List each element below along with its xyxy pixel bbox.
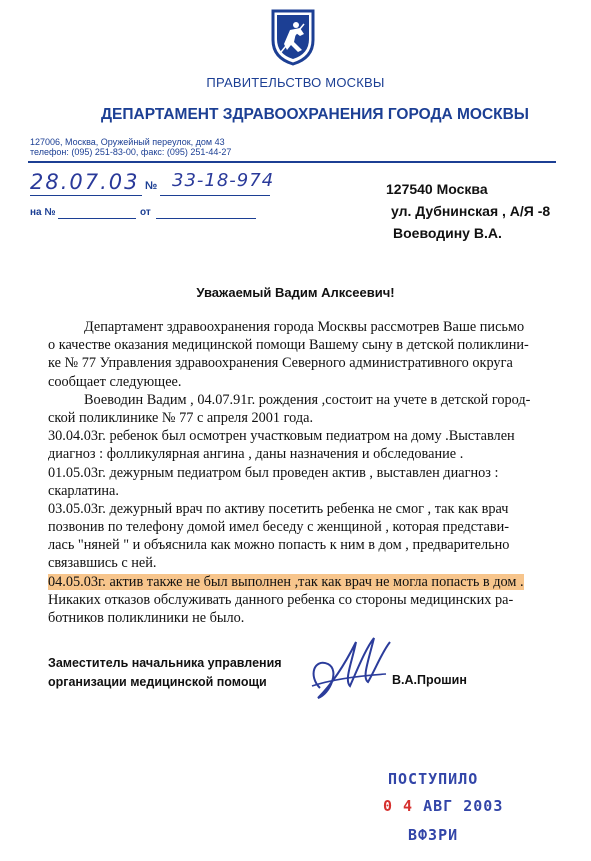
recipient-address [386,178,550,244]
reply-date-line [156,218,256,219]
letterhead-divider [28,161,556,163]
reply-date-label: от [140,207,151,218]
body-line: о качестве оказания медицинской помощи Вашему сыну в детской поликлини- [48,337,529,354]
body-line: ботников поликлиники не было. [48,610,245,626]
signatory-title-line: организации медицинской помощи [48,675,267,689]
moscow-coat-of-arms-icon [270,8,316,66]
body-line: позвонив по телефону домой имел беседу с женщиной , которая представи- [48,519,510,536]
highlighted-body-line [48,573,563,591]
recipient-city: 127540 Москва [386,181,488,197]
body-line: ской поликлинике № 77 с апреля 2001 года. [48,409,314,426]
signatory-name: В.А.Прошин [392,673,467,687]
received-stamp-month-year: АВГ 2003 [423,797,504,815]
phone-fax-line: телефон: (095) 251-83-00, факс: (095) 251-44-27 [30,147,232,157]
letter-body [48,318,563,627]
body-line: 03.05.03г. дежурный врач по активу посетить ребенка не смог , так как врач [48,500,509,517]
government-title: ПРАВИТЕЛЬСТВО МОСКВЫ [206,75,385,90]
body-line: Департамент здравоохранения города Москвы рассмотрев Ваше письмо [84,319,525,335]
recipient-name: Воеводину В.А. [393,225,502,241]
address-line: 127006, Москва, Оружейный переулок, дом 43 [30,137,225,147]
number-underline [160,195,270,196]
date-underline [30,195,142,196]
received-stamp-day: 0 4 [383,797,414,815]
reply-to-label: на № [30,207,56,218]
body-line: 30.04.03г. ребенок был осмотрен участковым педиатром на дому .Выставлен [48,428,515,445]
signatory-title [48,654,282,692]
signatory-title-line: Заместитель начальника управления [48,656,282,670]
received-stamp-label: ПОСТУПИЛО [388,770,479,788]
body-line: 01.05.03г. дежурным педиатром был проведен актив , выставлен диагноз : [48,464,499,481]
recipient-street: ул. Дубнинская , А/Я -8 [391,203,551,219]
salutation: Уважаемый Вадим Алксеевич! [196,285,395,300]
body-line: сообщает следующее. [48,373,182,390]
received-stamp-office: ВФЗРИ [408,826,459,844]
body-line: ке № 77 Управления здравоохранения Северного административного округа [48,355,513,372]
handwritten-signature [306,628,396,710]
department-title: ДЕПАРТАМЕНТ ЗДРАВООХРАНЕНИЯ ГОРОДА МОСКВЫ [101,106,529,123]
body-line: скарлатина. [48,482,119,499]
body-line: диагноз : фолликулярная ангина , даны назначения и обследование . [48,446,464,463]
number-label: № [145,180,158,192]
received-stamp-date [383,797,503,815]
highlight-mark: 04.05.03г. актив также не был выполнен ,так как врач не могла попасть в дом . [48,573,524,590]
handwritten-date: 28.07.03 [30,170,140,194]
body-line: связавшись с ней. [48,555,157,572]
department-address [30,137,231,157]
body-line: Никаких отказов обслуживать данного ребенка со стороны медицинских ра- [48,591,514,608]
handwritten-number: 33-18-974 [172,170,275,191]
body-line: лась "няней " и объяснила как можно попасть к ним в дом , предварительно [48,537,510,554]
reply-to-line [58,218,136,219]
body-line: Воеводин Вадим , 04.07.91г. рождения ,состоит на учете в детской город- [84,391,531,408]
